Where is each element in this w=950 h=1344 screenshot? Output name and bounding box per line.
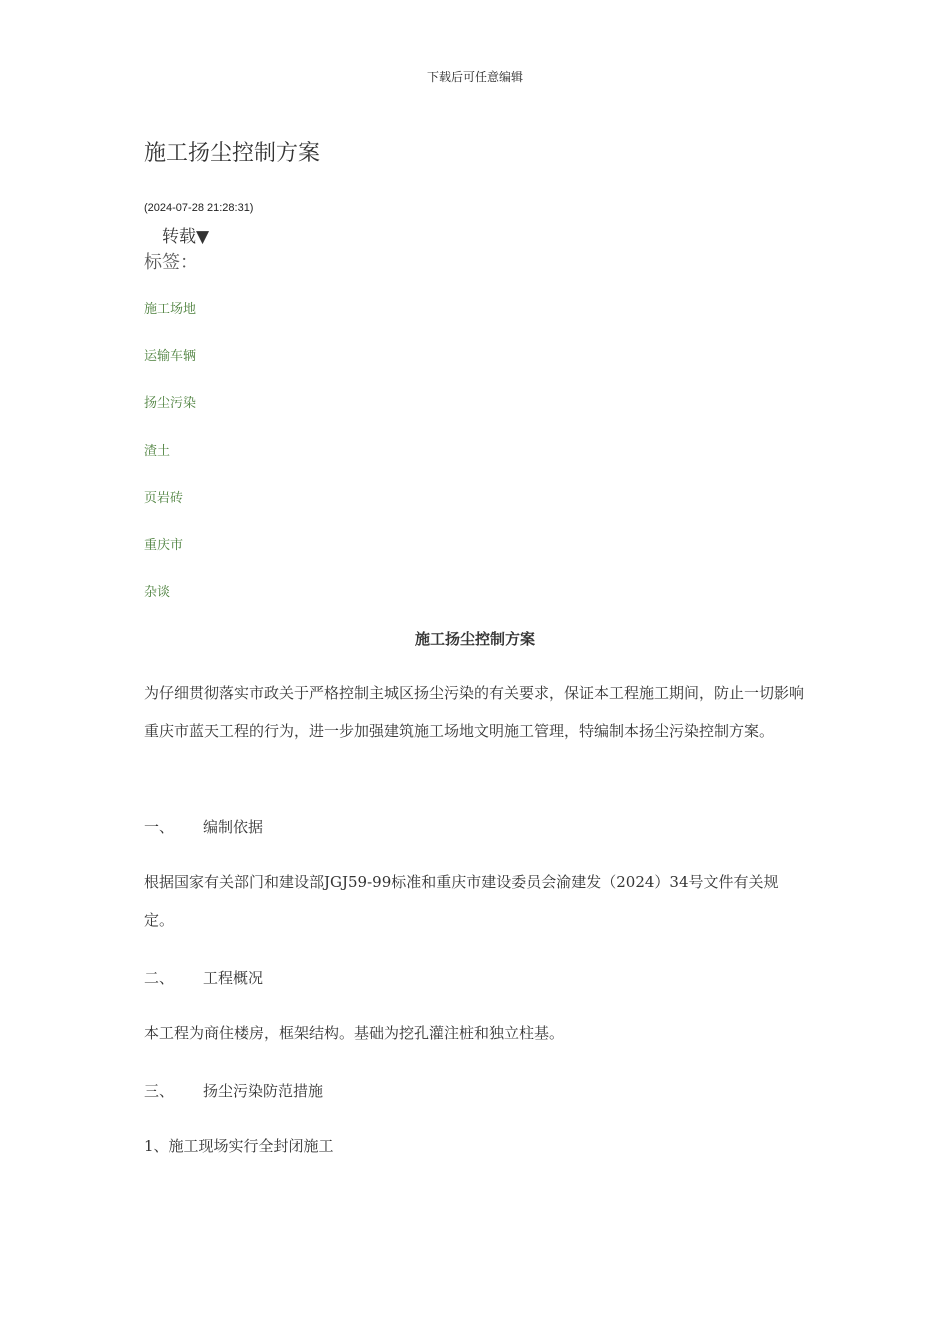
repost-button[interactable]: 转载▼ [162,227,210,247]
section-heading-3 [144,1080,323,1101]
tag-link[interactable]: 杂谈 [144,585,171,600]
section-number: 二、 [144,969,175,987]
section-number: 一、 [144,818,175,836]
section-title: 扬尘污染防范措施 [203,1082,324,1100]
section-heading-2 [144,967,263,988]
tag-link[interactable]: 施工场地 [144,302,197,317]
intro-paragraph: 为仔细贯彻落实市政关于严格控制主城区扬尘污染的有关要求，保证本工程施工期间，防止一切影响重庆市蓝天工程的行为，进一步加强建筑施工场地文明施工管理，特编制本扬尘污染控制方案。 [144,684,805,740]
section-heading-1 [144,816,263,837]
section-title: 编制依据 [203,818,264,836]
tag-link[interactable]: 页岩砖 [144,491,184,506]
post-title: 施工扬尘控制方案 [144,141,321,166]
section-title: 工程概况 [203,969,264,987]
section-1-paragraph: 根据国家有关部门和建设部JGJ59-99标准和重庆市建设委员会渝建发（2024）34号文件有关规定。 [144,873,779,929]
tag-link[interactable]: 渣土 [144,444,171,459]
tag-link[interactable]: 扬尘污染 [144,396,197,411]
article-title: 施工扬尘控制方案 [414,630,535,648]
tag-link[interactable]: 重庆市 [144,538,184,553]
list-item: 1、施工现场实行全封闭施工 [144,1137,334,1155]
tags-label: 标签： [144,252,198,273]
tag-link[interactable]: 运输车辆 [144,349,197,364]
post-date: (2024-07-28 21:28:31) [144,202,254,214]
header-note: 下载后可任意编辑 [426,70,523,84]
section-2-paragraph: 本工程为商住楼房，框架结构。基础为挖孔灌注桩和独立柱基。 [144,1024,565,1042]
section-number: 三、 [144,1082,175,1100]
